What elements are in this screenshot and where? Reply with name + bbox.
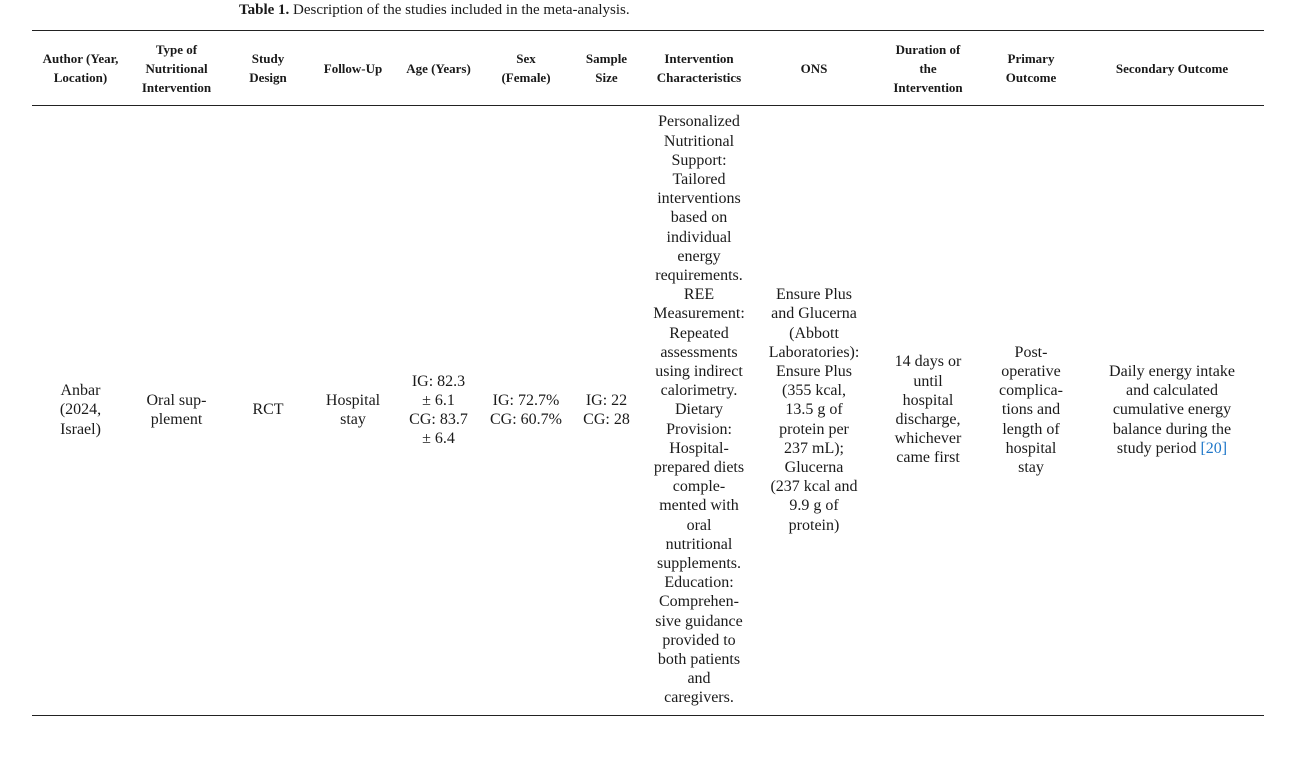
header-follow-up: Follow-Up (323, 60, 383, 76)
studies-table (32, 31, 1264, 715)
citation-link[interactable]: [20] (1200, 439, 1228, 457)
header-study-design: Study Design (249, 51, 287, 85)
header-intervention-characteristics: Intervention Characteristics (656, 51, 742, 85)
header-sex: Sex (Female) (501, 51, 551, 85)
table-caption (239, 1, 630, 19)
cell-ons: Ensure Plus and Glucerna (Abbott Laboratories): Ensure Plus (355 kcal, 13.5 g of protein per 237 mL); Glucerna (237 kcal and 9.9 g of protein) (768, 286, 860, 534)
header-sample-size: Sample Size (585, 51, 628, 85)
cell-sex: IG: 72.7% CG: 60.7% (490, 391, 562, 428)
secondary-outcome-last-line: study period (1116, 439, 1197, 457)
cell-age: IG: 82.3 ± 6.1 CG: 83.7 ± 6.4 (409, 372, 468, 448)
header-intervention-type: Type of Nutritional Intervention (141, 41, 212, 95)
header-duration: Duration of the Intervention (893, 41, 963, 95)
table-header-row (32, 31, 1264, 105)
cell-study-design: RCT (252, 401, 284, 419)
cell-duration: 14 days or until hospital discharge, whichever came first (894, 353, 962, 467)
table-caption-text: Description of the studies included in the meta-analysis. (293, 2, 630, 18)
table-row (32, 105, 1264, 715)
cell-author: Anbar (2024, Israel) (59, 382, 102, 438)
cell-intervention-characteristics: Personalized Nutritional Support: Tailored interventions based on individual energy requirements. REE Measurement: Repeated assessments using indirect calorimetry. Dietary Provision: Hospital- prepared diets comple- mented with oral nutritional supplements. Education: Comprehen- sive guidance provided to both patients and caregivers. (653, 113, 745, 707)
cell-sample-size: IG: 22 CG: 28 (583, 391, 630, 428)
cell-primary-outcome: Post- operative complica- tions and length of hospital stay (999, 343, 1063, 476)
cell-follow-up: Hospital stay (325, 391, 381, 428)
table-bottom-rule (32, 715, 1264, 716)
cell-intervention-type: Oral sup- plement (146, 391, 207, 428)
header-secondary-outcome: Secondary Outcome (1115, 60, 1229, 76)
table-caption-label: Table 1. (239, 2, 290, 18)
header-age: Age (Years) (406, 60, 471, 76)
header-ons: ONS (800, 60, 828, 76)
cell-secondary-outcome: Daily energy intake and calculated cumulative energy balance during the study period [20] (1109, 362, 1235, 457)
header-primary-outcome: Primary Outcome (1005, 51, 1057, 85)
header-author: Author (Year, Location) (42, 51, 119, 85)
